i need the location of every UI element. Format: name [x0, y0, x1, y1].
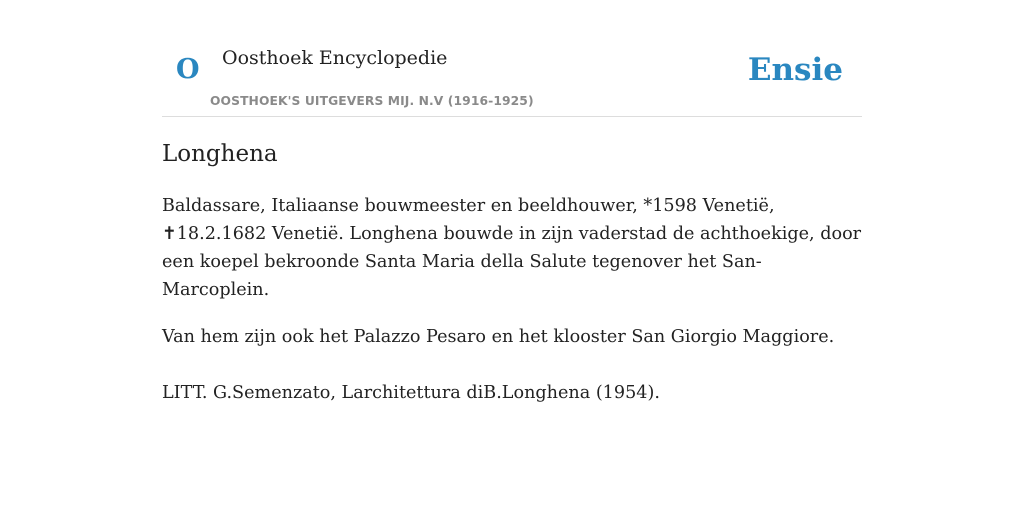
book-logo-letter[interactable]: O	[176, 54, 200, 85]
literature-reference: LITT. G.Semenzato, Larchitettura diB.Longhena (1954).	[162, 383, 660, 403]
publisher-label: OOSTHOEK'S UITGEVERS MIJ. N.V (1916-1925)	[210, 94, 534, 108]
entry-title: Longhena	[162, 141, 278, 167]
entry-content	[162, 138, 862, 407]
ensie-logo[interactable]: Ensie	[747, 52, 843, 88]
entry-paragraph: Baldassare, Italiaanse bouwmeester en beeldhouwer, *1598 Venetië, ✝18.2.1682 Venetië. Longhena bouwde in zijn vaderstad de achthoekige, door een koepel bekroonde Santa Maria della Salute tegenover het San-Marcoplein.	[162, 196, 862, 300]
entry-paragraph: Van hem zijn ook het Palazzo Pesaro en het klooster San Giorgio Maggiore.	[162, 327, 835, 347]
site-header	[162, 0, 862, 117]
book-title[interactable]: Oosthoek Encyclopedie	[222, 47, 448, 69]
